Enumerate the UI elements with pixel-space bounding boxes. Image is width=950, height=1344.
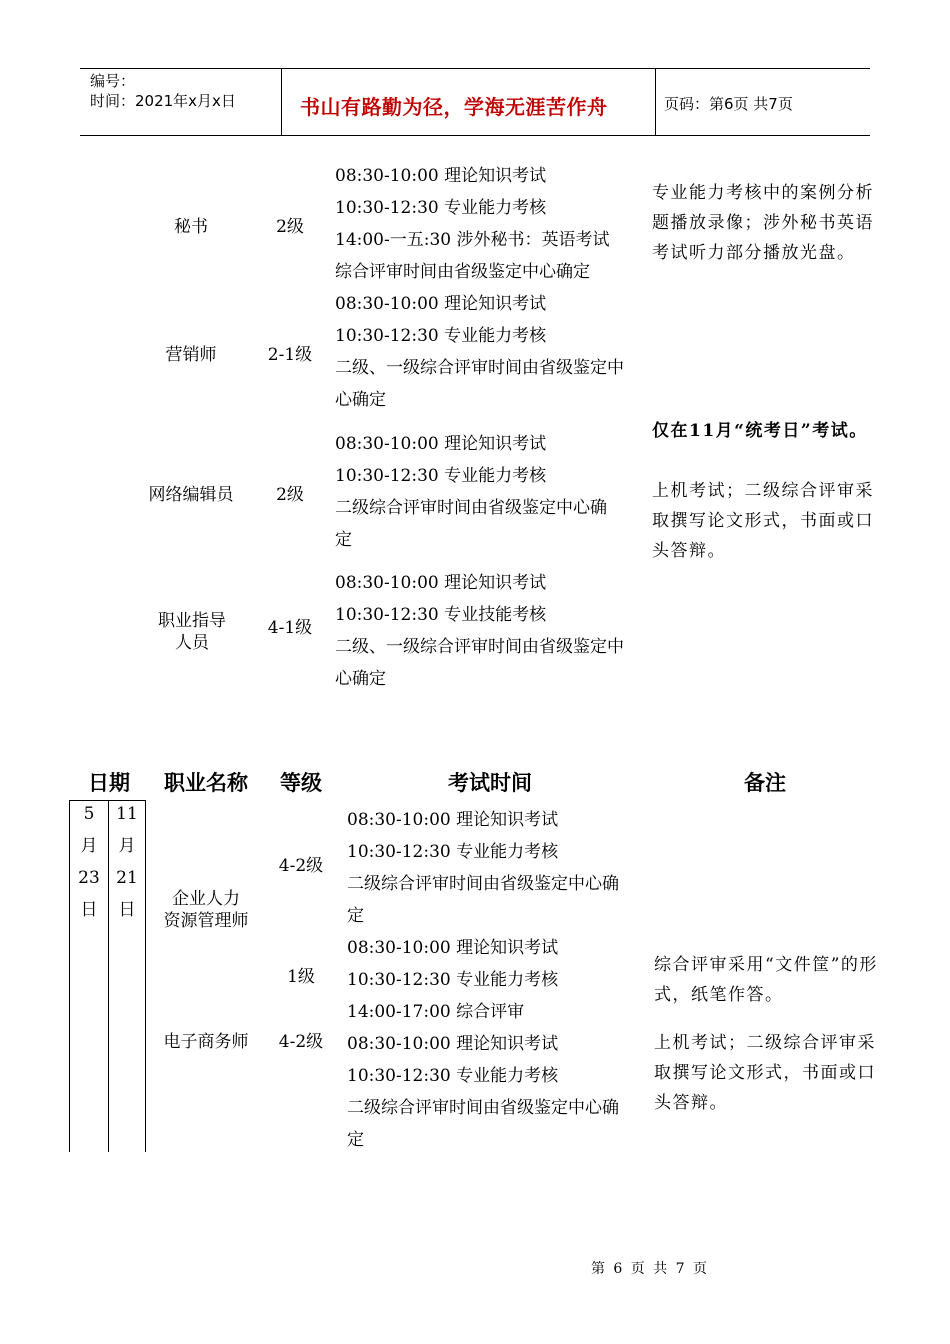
exam-time-line: 08:30-10:00 理论知识考试 <box>335 166 547 186</box>
exam-times <box>335 567 624 695</box>
column-header-level: 等级 <box>280 771 322 795</box>
column-header-remarks: 备注 <box>744 771 786 795</box>
remark-text: 综合评审采用“文件筐”的形式，纸笔作答。 <box>654 955 878 1005</box>
exam-time-line: 二级综合评审时间由省级鉴定中心确 <box>347 874 619 894</box>
exam-time-line: 08:30-10:00 理论知识考试 <box>347 1034 559 1054</box>
header-top-rule <box>80 68 870 69</box>
header-number-label: 编号： <box>90 72 136 90</box>
column-header-date: 日期 <box>88 771 130 795</box>
date-part: 23 <box>78 868 100 888</box>
exam-time-line: 定 <box>347 1130 364 1150</box>
exam-times <box>347 804 619 932</box>
occupation-name-line: 资源管理师 <box>163 911 249 931</box>
date-part: 日 <box>80 900 98 920</box>
exam-time-line: 10:30-12:30 专业能力考核 <box>347 970 559 990</box>
exam-time-line: 08:30-10:00 理论知识考试 <box>335 573 547 593</box>
exam-time-line: 08:30-10:00 理论知识考试 <box>347 938 559 958</box>
exam-time-line: 10:30-12:30 专业能力考核 <box>347 1066 559 1086</box>
occupation-level: 2级 <box>276 485 304 505</box>
exam-time-line: 定 <box>347 906 364 926</box>
date-cell-border <box>145 800 146 1152</box>
date-part: 日 <box>118 900 136 920</box>
exam-time-line: 10:30-12:30 专业能力考核 <box>335 198 547 218</box>
exam-times <box>335 160 610 288</box>
exam-date-may <box>70 798 108 926</box>
header-motto: 书山有路勤为径，学海无涯苦作舟 <box>300 95 608 119</box>
exam-time-line: 14:00-一五:30 涉外秘书：英语考试 <box>335 230 610 250</box>
exam-time-line: 综合评审时间由省级鉴定中心确定 <box>335 262 590 282</box>
occupation-name <box>140 610 244 654</box>
occupation-name <box>150 888 262 932</box>
occupation-name-line: 职业指导 <box>158 611 226 631</box>
remark-text: 专业能力考核中的案例分析题播放录像；涉外秘书英语考试听力部分播放光盘。 <box>652 183 874 263</box>
remark-text: 上机考试；二级综合评审采取撰写论文形式，书面或口头答辩。 <box>654 1033 876 1113</box>
remark-text: 上机考试；二级综合评审采取撰写论文形式，书面或口头答辩。 <box>652 481 874 561</box>
date-part: 21 <box>116 868 138 888</box>
exam-times <box>347 932 558 1028</box>
exam-time-line: 心确定 <box>335 390 386 410</box>
occupation-name-line: 企业人力 <box>172 889 240 909</box>
occupation-name: 电子商务师 <box>163 1032 249 1052</box>
date-part: 月 <box>80 836 98 856</box>
exam-time-line: 二级综合评审时间由省级鉴定中心确 <box>335 498 607 518</box>
exam-time-line: 10:30-12:30 专业能力考核 <box>347 842 559 862</box>
exam-time-line: 08:30-10:00 理论知识考试 <box>347 810 559 830</box>
exam-time-line: 心确定 <box>335 669 386 689</box>
date-part: 11 <box>116 804 138 824</box>
occupation-level: 4-2级 <box>278 856 324 876</box>
exam-times <box>335 428 607 556</box>
exam-times <box>347 1028 619 1156</box>
page-footer: 第 6 页 共 7 页 <box>590 1261 710 1277</box>
exam-time-line: 定 <box>335 530 352 550</box>
exam-time-line: 14:00-17:00 综合评审 <box>347 1002 525 1022</box>
occupation-level: 2级 <box>276 217 304 237</box>
occupation-name: 网络编辑员 <box>148 485 234 505</box>
exam-time-line: 08:30-10:00 理论知识考试 <box>335 434 547 454</box>
exam-times <box>335 288 624 416</box>
exam-time-line: 二级、一级综合评审时间由省级鉴定中 <box>335 637 624 657</box>
exam-time-line: 10:30-12:30 专业技能考核 <box>335 605 547 625</box>
occupation-name: 营销师 <box>165 345 217 365</box>
header-time-label: 时间：2021年x月x日 <box>90 92 236 110</box>
date-part: 月 <box>118 836 136 856</box>
exam-time-line: 10:30-12:30 专业能力考核 <box>335 466 547 486</box>
header-divider-right <box>655 68 656 136</box>
header-divider-left <box>281 68 282 136</box>
header-page-label: 页码：第6页 共7页 <box>664 95 793 113</box>
occupation-level: 2-1级 <box>267 345 313 365</box>
exam-time-line: 二级综合评审时间由省级鉴定中心确 <box>347 1098 619 1118</box>
occupation-level: 4-1级 <box>267 618 313 638</box>
remark-bold-text: 仅在11月“统考日”考试。 <box>652 421 868 441</box>
date-part: 5 <box>83 804 95 824</box>
occupation-name: 秘书 <box>174 217 208 237</box>
column-header-occupation: 职业名称 <box>164 771 248 795</box>
occupation-name-line: 人员 <box>175 633 209 653</box>
header-bottom-rule <box>80 135 870 136</box>
occupation-level: 1级 <box>287 967 315 987</box>
exam-time-line: 10:30-12:30 专业能力考核 <box>335 326 547 346</box>
exam-date-november <box>109 798 145 926</box>
exam-time-line: 二级、一级综合评审时间由省级鉴定中 <box>335 358 624 378</box>
column-header-exam-time: 考试时间 <box>448 771 532 795</box>
exam-time-line: 08:30-10:00 理论知识考试 <box>335 294 547 314</box>
occupation-level: 4-2级 <box>278 1032 324 1052</box>
